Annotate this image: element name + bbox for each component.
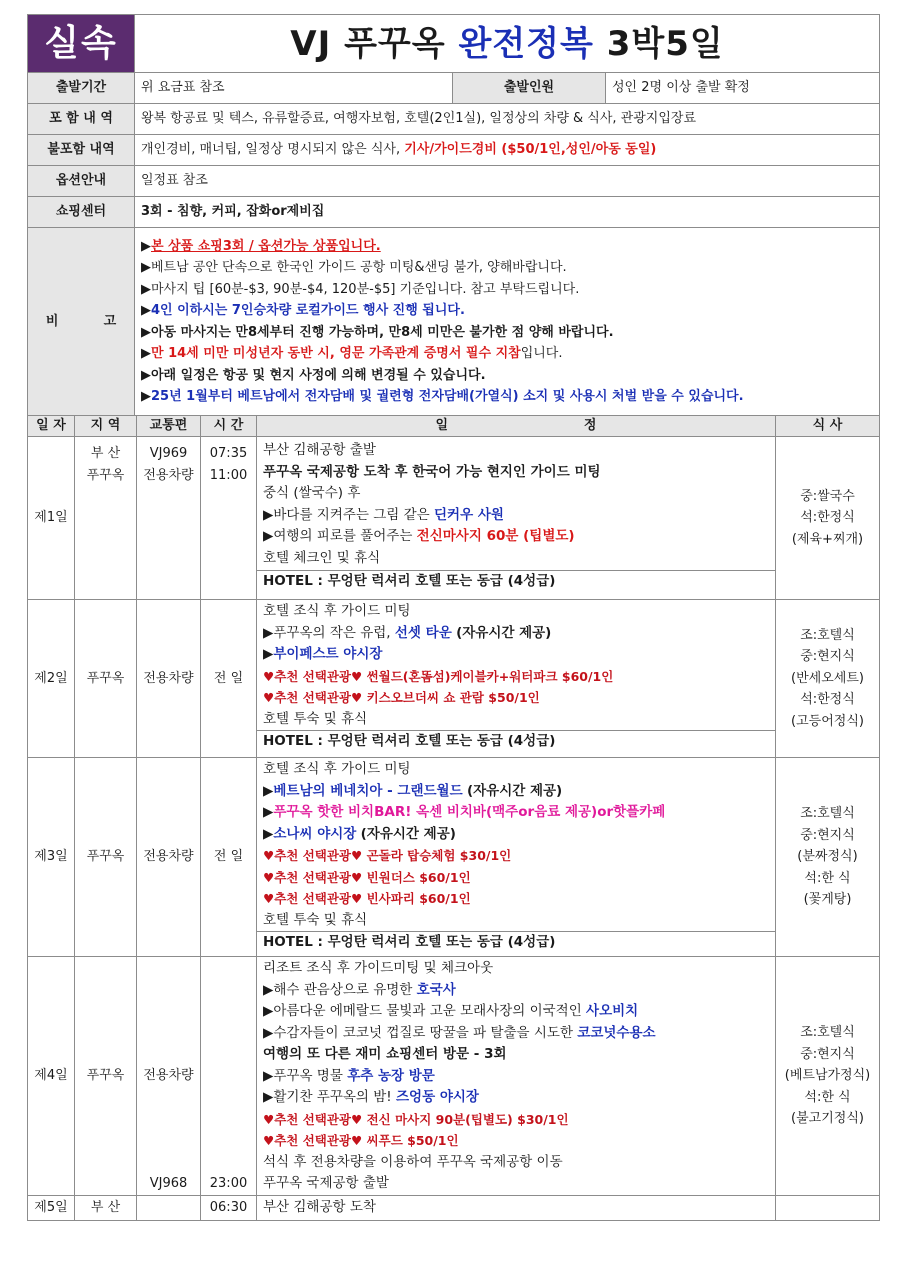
departure-value: 위 요금표 참조 (135, 73, 453, 104)
col-day: 일 자 (28, 416, 75, 437)
day-transport: 전용차량 (137, 758, 201, 957)
hotel-info: HOTEL : 무엉탄 럭셔리 호텔 또는 동급 (4성급) (257, 570, 775, 595)
day-region: 푸꾸옥 (75, 957, 137, 1196)
note-item: ▶아래 일정은 항공 및 현지 사정에 의해 변경될 수 있습니다. (141, 367, 486, 383)
col-meal: 식 사 (776, 416, 880, 437)
day-region: 부 산 (75, 1195, 137, 1220)
include-label: 포 함 내 역 (28, 104, 135, 135)
people-label: 출발인원 (453, 73, 606, 104)
notes-label: 비 고 (28, 228, 135, 416)
itinerary-sheet (27, 14, 879, 1221)
day-row (28, 957, 880, 1196)
schedule-table (27, 415, 880, 1221)
day-label: 제2일 (28, 600, 75, 758)
day-plan: 부산 김해공항 출발 푸꾸옥 국제공항 도착 후 한국어 가능 현지인 가이드 미팅 중식 (쌀국수) 후 ▶바다를 지켜주는 그림 같은 딘커우 사원 ▶여행의 피로를 풀어주는 전신마사지 60분 (팁별도) 호텔 체크인 및 휴식 HOTEL : 무엉탄 럭셔리 호텔 또는 동급 (4성급) (257, 437, 776, 600)
exclude-label: 불포함 내역 (28, 135, 135, 166)
note-item: ▶만 14세 미만 미성년자 동반 시, 영문 가족관계 증명서 필수 지참입니다. (141, 346, 563, 361)
option-value: 일정표 참조 (135, 166, 880, 197)
title-suffix: 3박5일 (606, 23, 724, 64)
day-time: 23:00 (201, 957, 257, 1196)
header-table (27, 14, 880, 73)
shopping-value: 3회 - 침향, 커피, 잡화or제비집 (135, 197, 880, 228)
day-label: 제4일 (28, 957, 75, 1196)
day-transport (137, 1195, 201, 1220)
day-label: 제5일 (28, 1195, 75, 1220)
hotel-info: HOTEL : 무엉탄 럭셔리 호텔 또는 동급 (4성급) (257, 730, 775, 755)
title-highlight: 완전정복 (458, 23, 594, 64)
day-meal (776, 1195, 880, 1220)
col-plan: 일 정 (257, 416, 776, 437)
day-label: 제1일 (28, 437, 75, 600)
day-plan: 호텔 조식 후 가이드 미팅 ▶푸꾸옥의 작은 유럽, 선셋 타운 (자유시간 제공) ▶부이페스트 야시장 ♥추천 선택관광♥ 썬월드(혼똠섬)케이블카+워터파크 $60/1인 ♥추천 선택관광♥ 키스오브더씨 쇼 관람 $50/1인 호텔 투숙 및 휴식 HOTEL : 무엉탄 럭셔리 호텔 또는 동급 (4성급) (257, 600, 776, 758)
product-badge: 실속 (28, 15, 135, 73)
include-value: 왕복 항공료 및 텍스, 유류할증료, 여행자보험, 호텔(2인1실), 일정상의 차량 & 식사, 관광지입장료 (135, 104, 880, 135)
note-item: ▶마사지 팁 [60분-$3, 90분-$4, 120분-$5] 기준입니다. 참고 부탁드립니다. (141, 281, 580, 297)
day-row (28, 1195, 880, 1220)
exclude-text: 개인경비, 매너팁, 일정상 명시되지 않은 식사, (141, 142, 401, 157)
day-row (28, 437, 880, 600)
day-time: 07:35 11:00 (201, 437, 257, 600)
shopping-label: 쇼핑센터 (28, 197, 135, 228)
col-transport: 교통편 (137, 416, 201, 437)
exclude-highlight: 기사/가이드경비 ($50/1인,성인/아동 동일) (404, 142, 657, 157)
day-meal: 조:호텔식 중:현지식 (분짜정식) 석:한 식 (꽃게탕) (776, 758, 880, 957)
day-transport: 전용차량 (137, 600, 201, 758)
title-prefix: VJ 푸꾸옥 (290, 23, 446, 64)
product-title (135, 15, 880, 73)
note-item: ▶본 상품 쇼핑3회 / 옵션가능 상품입니다. (141, 238, 381, 254)
info-table (27, 72, 880, 416)
note-item: ▶아동 마사지는 만8세부터 진행 가능하며, 만8세 미만은 불가한 점 양해 바랍니다. (141, 324, 614, 340)
hotel-info: HOTEL : 무엉탄 럭셔리 호텔 또는 동급 (4성급) (257, 931, 775, 956)
col-time: 시 간 (201, 416, 257, 437)
day-region: 푸꾸옥 (75, 600, 137, 758)
day-plan: 호텔 조식 후 가이드 미팅 ▶베트남의 베네치아 - 그랜드월드 (자유시간 제공) ▶푸꾸옥 핫한 비치BAR! 옥센 비치바(맥주or음료 제공)or핫플카페 ▶소나씨 야시장 (자유시간 제공) ♥추천 선택관광♥ 곤돌라 탑승체험 $30/1인 ♥추천 선택관광♥ 빈원더스 $60/1인 ♥추천 선택관광♥ 빈사파리 $60/1인 호텔 투숙 및 휴식 HOTEL : 무엉탄 럭셔리 호텔 또는 동급 (4성급) (257, 758, 776, 957)
day-meal: 조:호텔식 중:현지식 (반세오세트) 석:한정식 (고등어정식) (776, 600, 880, 758)
col-region: 지 역 (75, 416, 137, 437)
day-row (28, 758, 880, 957)
day-transport: 전용차량 VJ968 (137, 957, 201, 1196)
day-label: 제3일 (28, 758, 75, 957)
notes-list (135, 228, 880, 416)
day-time: 전 일 (201, 600, 257, 758)
people-value: 성인 2명 이상 출발 확정 (606, 73, 880, 104)
day-region: 부 산 푸꾸옥 (75, 437, 137, 600)
option-label: 옵션안내 (28, 166, 135, 197)
exclude-value (135, 135, 880, 166)
note-item: ▶4인 이하시는 7인승차량 로컬가이드 행사 진행 됩니다. (141, 303, 465, 318)
day-region: 푸꾸옥 (75, 758, 137, 957)
note-item: ▶베트남 공안 단속으로 한국인 가이드 공항 미팅&샌딩 불가, 양해바랍니다. (141, 260, 567, 275)
day-plan: 부산 김해공항 도착 (257, 1195, 776, 1220)
day-transport: VJ969 전용차량 (137, 437, 201, 600)
day-time: 06:30 (201, 1195, 257, 1220)
day-row (28, 600, 880, 758)
departure-label: 출발기간 (28, 73, 135, 104)
day-meal: 조:호텔식 중:현지식 (베트남가정식) 석:한 식 (불고기정식) (776, 957, 880, 1196)
day-time: 전 일 (201, 758, 257, 957)
note-item: ▶25년 1월부터 베트남에서 전자담배 및 궐련형 전자담배(가열식) 소지 및 사용시 처벌 받을 수 있습니다. (141, 389, 744, 404)
day-meal: 중:쌀국수 석:한정식 (제육+찌개) (776, 437, 880, 600)
day-plan: 리조트 조식 후 가이드미팅 및 체크아웃 ▶해수 관음상으로 유명한 호국사 ▶아름다운 에메랄드 물빛과 고운 모래사장의 이국적인 사오비치 ▶수감자들이 코코넛 껍질로 땅꿀을 파 탈출을 시도한 코코넛수용소 여행의 또 다른 재미 쇼핑센터 방문 - 3회 ▶푸꾸옥 명물 후추 농장 방문 ▶활기찬 푸꾸옥의 밤! 즈엉동 야시장 ♥추천 선택관광♥ 전신 마사지 90분(팁별도) $30/1인 ♥추천 선택관광♥ 씨푸드 $50/1인 석식 후 전용차량을 이용하여 푸꾸옥 국제공항 이동 푸꾸옥 국제공항 출발 (257, 957, 776, 1196)
